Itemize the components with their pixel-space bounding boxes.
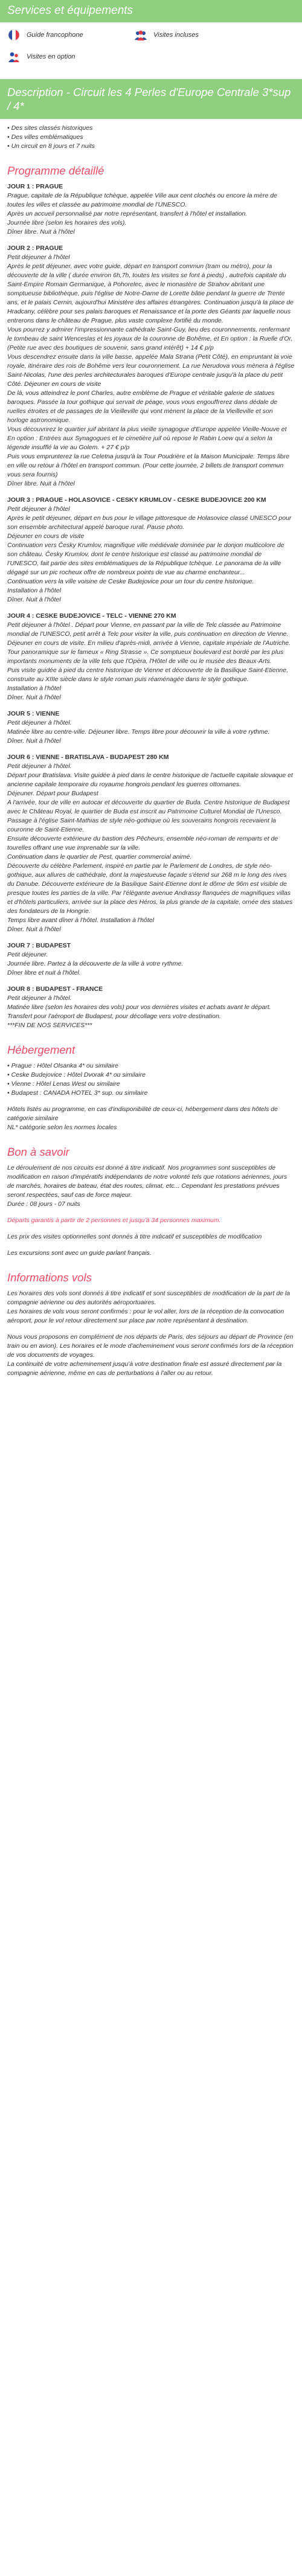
day-paragraph: ***FIN DE NOS SERVICES*** (7, 1022, 92, 1029)
day-paragraph: Installation à l'hôtel (7, 685, 61, 692)
programme-day (7, 753, 295, 934)
guaranteed-departures: Départs garantis à partir de 2 personnes et jusqu'à 34 personnes maximum. (7, 1217, 221, 1224)
flight-info-para (7, 1289, 295, 1325)
day-paragraph: Prague, capitale de la République tchèque, appelée Ville aux cent clochés ou encore la mère de toutes les villes et classée au patrimoine mondial de l'UNESCO. (7, 192, 277, 208)
day-paragraph: Déjeuner en cours de visite (7, 533, 85, 540)
day-paragraph: Temps libre avant dîner à l'hôtel. Installation à l'hôtel (7, 917, 154, 924)
french-guide-note: Les excursions sont avec un guide parlant français. (7, 1249, 152, 1257)
flight-info-text: Les horaires de vols vous seront confirmés : pour le vol aller, lors de la réception de la convocation aéroport, pour le vol retour directement sur place par notre représentant à destination. (7, 1308, 284, 1324)
day-paragraph: Petit déjeuner. (7, 951, 48, 958)
included-item: • Des sites classés historiques (7, 124, 295, 133)
day-title: JOUR 1 : PRAGUE (7, 183, 63, 190)
day-paragraph: Petit déjeuner à l'hôtel (7, 505, 70, 513)
programme-day (7, 941, 295, 978)
day-paragraph: Dîner. Nuit à l'hôtel (7, 926, 61, 933)
day-paragraph: Matinée libre (selon les horaires des vols) pour vos dernières visites et achats avant le départ. Transfert pour l'aéroport de Budapest, pour décollage vers votre destination. (7, 1004, 271, 1020)
day-paragraph: Après un accueil personnalisé par notre représentant, transfert à l'hôtel et installation. (7, 210, 248, 217)
day-paragraph: Petit déjeuner à l'hôtel. (7, 995, 72, 1002)
day-paragraph: A l'arrivée, tour de ville en autocar et découverte du quartier de Buda. Centre historique de Budapest avec le Château Royal, le quartier de Buda est inscrit au Patrimoine Culturel Mondial de l'Unesco. Passage à l'église Saint-Mathias de style néo-gothique où les souverains hongrois recevaient la couronne de Saint-Etienne. (7, 799, 290, 833)
french-flag-icon (7, 28, 21, 42)
group-people-icon (134, 28, 147, 42)
hotel-item: • Budapest : CANADA HOTEL 3* sup. ou similaire (7, 1089, 295, 1098)
day-paragraph: Dîner libre. Nuit à l'hôtel (7, 480, 75, 487)
programme-day (7, 244, 295, 489)
day-paragraph: Après le petit déjeuner, départ en bus pour le village pittoresque de Holasovice classé UNESCO pour son ensemble architectural appelé baroque rural. Pause photo. (7, 514, 292, 531)
day-paragraph: Vous pourrez y admirer l'impressionnante cathédrale Saint-Guy, lieu des couronnements, renfermant le tombeau de saint Wenceslas et les joyaux de la couronne de Bohême, et En option : la Ruelle d'Or. (Petite rue avec des boutiques de souvenir, sans grand intérêt) + 14 € p/p (7, 326, 293, 351)
included-item: • Un circuit en 8 jours et 7 nuits (7, 142, 295, 151)
service-guide-label: Guide francophone (27, 31, 83, 39)
day-paragraph: Petit déjeuner à l'hôtel. (7, 763, 72, 770)
optional-prices-note: Les prix des visites optionnelles sont donnés à titre indicatif et susceptibles de modification (7, 1233, 262, 1240)
day-paragraph: Après le petit déjeuner, avec votre guide, départ en transport commun (tram ou métro), pour la découverte de la ville ( durée environ 6h,7h, toutes les visites se font à pieds) , autrefois capitale du Saint-Empire Romain Germanique, à Pohorelec, avec le monastère de Strahov abritant une somptueuse bibliothèque, puis l'église de Notre-Dame de Lorette bâtie pendant la guerre de Trente ans, et le palais Cernin, aujourd'hui Ministère des affaires étrangères. Continuation jusqu'à la place de Hradcany, célèbre pour ses palais baroques et Renaissance et la porte des Géants par laquelle nous entrerons dans le château de Prague, plus vaste complexe fortifié du monde. (7, 263, 294, 324)
bon-a-savoir-para: Le déroulement de nos circuits est donné à titre indicatif. Nos programmes sont susceptibles de modification en raison d'impératifs indépendants de notre volonté tels que rotations aériennes, jours de marchés, horaires de bateau, état des routes, climat, etc... Cependant les prestations prévues seront respectées, sauf cas de force majeur. (7, 1164, 288, 1199)
flight-info-text: Les horaires des vols sont donnés à titre indicatif et sont susceptibles de modification de la part de la compagnie aérienne ou des autorités aéroportuaires. (7, 1290, 291, 1306)
flight-info-text: La continuité de votre acheminement jusqu'à votre destination finale est assuré directement par la compagnie aérienne, même en cas de perturbations à l'aller ou au retour. (7, 1360, 282, 1377)
programme-day (7, 985, 295, 1030)
day-paragraph: Tour panoramique sur le fameux « Ring Strasse ». Ce somptueux boulevard est bordé par les plus importants monuments de la ville tels que l'Opéra, l'Hôtel de ville ou le musée des Beaux-Arts. (7, 649, 284, 665)
day-title: JOUR 3 : PRAGUE - HOLASOVICE - CESKY KRUMLOV - CESKE BUDEJOVICE 200 KM (7, 496, 266, 504)
day-paragraph: Petit déjeuner à l'hôtel . Départ pour Vienne, en passant par la ville de Telc classée au Patrimoine mondial de l'UNESCO, petit arrêt à Telc pour visiter la ville, puis continuation en direction de Vienne. (7, 621, 289, 638)
hotel-item: • Prague : Hôtel Olsanka 4* ou similaire (7, 1062, 295, 1071)
day-paragraph: Dîner. Nuit à l'hôtel (7, 596, 61, 603)
services-list (0, 22, 302, 74)
service-visits (134, 28, 261, 42)
day-paragraph: Déjeuner. Départ pour Budapest (7, 790, 98, 797)
day-paragraph: Dîner libre. Nuit à l'hôtel (7, 228, 75, 235)
service-options-label: Visites en option (27, 53, 76, 60)
hotel-item: • Ceske Budejovice : Hôtel Dvorak 4* ou similaire (7, 1071, 295, 1080)
hotel-list (0, 1062, 302, 1098)
day-title: JOUR 7 : BUDAPEST (7, 942, 71, 949)
day-paragraph: De là, vous atteindrez le pont Charles, autre emblème de Prague et véritable galerie de statues baroques. Passée la tour gothique qui servait de péage, vous vous engouffrerez dans dédale de ruelles étroites et de passages de la Vieilleville qui vont mènent la place de la Vieilleville et son horloge astronomique. (7, 389, 278, 424)
description-banner (0, 79, 302, 119)
day-paragraph: Ensuite découverte extérieure du bastion des Pêcheurs, ensemble néo-roman de remparts et de tourelles offrant une vue imprenable sur la ville. (7, 835, 278, 851)
description-title: Description - Circuit les 4 Perles d'Europe Centrale 3*sup / 4* (7, 86, 291, 112)
programme-day (7, 182, 295, 237)
day-paragraph: Petit déjeuner à l'hôtel. (7, 719, 72, 726)
flight-info-para (7, 1333, 295, 1378)
included-list (0, 124, 302, 151)
day-paragraph: Continuation vers Česky Krumlov, magnifique ville médiévale dominée par le donjon multicolore de son château. Česky Krumlov, dont le centre historique est classé au patrimoine mondial de l'UNESCO, fait partie des sites emblématiques de la République tchèque. Le panorama de la ville dégagé sur un pic rocheux offre de nombreux points de vue au charme enchanteur... (7, 542, 284, 576)
service-options (7, 50, 134, 63)
programme-day (7, 496, 295, 604)
day-title: JOUR 4 : CESKE BUDEJOVICE - TELC - VIENNE 270 KM (7, 612, 176, 620)
hotel-note: Hôtels listés au programme, en cas d'indisponibilité de ceux-ci, hébergement dans des hôtels de catégorie similaire (7, 1106, 278, 1122)
hotel-note: NL* catégorie selon les normes locales (7, 1124, 117, 1131)
informations-vols-block (0, 1289, 302, 1378)
day-paragraph: Journée libre (selon les horaires des vols). (7, 219, 127, 226)
day-paragraph: Départ pour Bratislava. Visite guidée à pied dans le centre historique de l'actuelle capitale slovaque et ancienne capitale temporaire du royaume hongrois pendant les guerres ottomanes. (7, 772, 293, 788)
day-paragraph: Dîner. Nuit à l'hôtel (7, 694, 61, 701)
programme-days (0, 182, 302, 1030)
flight-info-text: Nous vous proposons en complément de nos départs de Paris, des séjours au départ de Province (en train ou en avion). Les horaires et le mode d'acheminement vous seront confirmés lors de la réception de vos documents de voyages. (7, 1333, 294, 1359)
bon-a-savoir-heading: Bon à savoir (7, 1145, 69, 1158)
people-option-icon (7, 50, 21, 63)
day-paragraph: Matinée libre au centre-ville. Déjeuner libre. Temps libre pour découvrir la ville à votre rythme. (7, 728, 270, 735)
included-item: • Des villes emblématiques (7, 133, 295, 142)
day-paragraph: Puis vous emprunterez la rue Celetna jusqu'à la Tour Poudrière et la Maison Municipale. Temps libre en ville ou retour à l'hôtel en transport commun. (Pour cette journée, 2 billets de transport commun vous sera fournis) (7, 453, 289, 478)
programme-day (7, 612, 295, 702)
day-paragraph: Continuation dans le quartier de Pest, quartier commercial animé. (7, 853, 192, 860)
hebergement-heading: Hébergement (7, 1043, 76, 1056)
day-title: JOUR 2 : PRAGUE (7, 245, 63, 252)
day-paragraph: Vous découvrirez le quartier juif abritant la plus vieille synagogue d'Europe appelée Vieille-Nouve et En option : Entrées aux Synagogues et le cimetière juif où repose le Rabin Loew qui a selon la légende insufflé la vie au Golem. + 27 € p/p (7, 426, 287, 451)
day-paragraph: Installation à l'hôtel (7, 587, 61, 594)
day-title: JOUR 6 : VIENNE - BRATISLAVA - BUDAPEST 280 KM (7, 754, 169, 761)
day-title: JOUR 5 : VIENNE (7, 710, 60, 717)
day-paragraph: Vous descendrez ensuite dans la ville basse, appelée Mala Strana (Petit Côté), en empruntant la voie royale, itinéraire des rois de Bohême vers leur couronnement. La rue Nerudova vous mènera à l'église Saint-Nicolas, l'une des perles architecturales baroques d'Europe centrale jusqu'à la place du petit Côté. Déjeuner en cours de visite (7, 353, 295, 388)
day-title: JOUR 8 : BUDAPEST - FRANCE (7, 985, 103, 993)
day-paragraph: Puis visite guidée à pied du centre historique de Vienne et découverte de la Basilique Saint-Etienne, construite au XIIIe siècle dans le style roman puis réaménagée dans le style gothique. (7, 667, 289, 683)
day-paragraph: Petit déjeuner à l'hôtel (7, 254, 70, 261)
service-visits-label: Visites incluses (153, 31, 199, 39)
bon-a-savoir-block (0, 1164, 302, 1258)
hotel-item: • Vienne : Hôtel Lenas West ou similaire (7, 1080, 295, 1089)
day-paragraph: Découverte du célèbre Parlement, inspiré en partie par le Parlement de Londres, de style néo-gothique, aux allures de cathédrale, dont la majestueuse façade s'étend sur 268 m le long des rives du Danube. Découverte extérieure de la Basilique Saint-Etienne dont le dôme de 96m est visible de presque toutes les parties de la ville. Par l'élégante avenue Andrassy flanquées de magnifiques villas et d'hôtels particuliers, arrivée sur la place des Héros, la plus grande de la capitale, ornée des statues des fondateurs de la Hongrie. (7, 862, 293, 915)
day-paragraph: Déjeuner en cours de visite. En milieu d'après-midi, arrivée à Vienne, capitale impériale de l'Autriche. (7, 639, 291, 647)
bon-a-savoir-duration: Durée : 08 jours - 07 nuits (7, 1200, 80, 1208)
programme-day (7, 710, 295, 746)
service-guide (7, 28, 134, 42)
hotel-notes (0, 1105, 302, 1132)
day-paragraph: Dîner. Nuit à l'hôtel (7, 737, 61, 745)
services-banner (0, 0, 302, 22)
informations-vols-heading: Informations vols (7, 1271, 92, 1284)
bon-a-savoir-text (7, 1164, 295, 1209)
day-paragraph: Continuation vers la ville voisine de Ceske Budejovice pour un tour du centre historique. (7, 578, 254, 585)
day-paragraph: Journée libre. Partez à la découverte de la ville à votre rythme. (7, 960, 184, 967)
day-paragraph: Dîner libre et nuit à l'hôtel. (7, 969, 81, 976)
services-title: Services et équipements (7, 4, 133, 17)
programme-heading: Programme détaillé (7, 164, 104, 177)
